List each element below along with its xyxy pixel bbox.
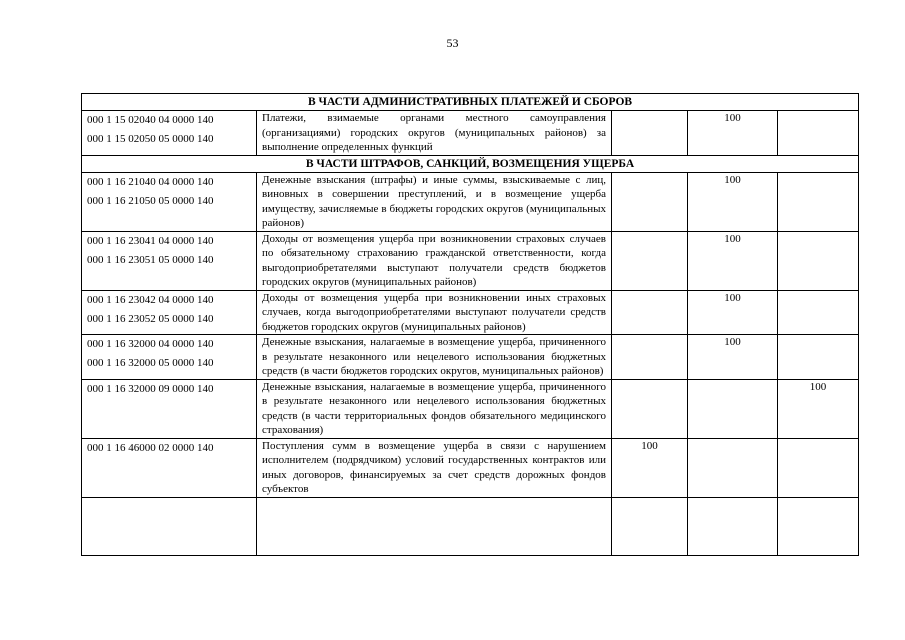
value-col2 [688, 379, 778, 438]
code-cell [82, 111, 257, 156]
kbk-code: 000 1 16 21050 05 0000 140 [87, 194, 214, 207]
value-col1 [612, 172, 688, 231]
code-cell [82, 379, 257, 438]
kbk-code: 000 1 16 23052 05 0000 140 [87, 312, 214, 325]
table-row [82, 438, 859, 497]
description-cell: Денежные взыскания (штрафы) и иные суммы, взыскиваемые с лиц, виновных в совершении преступлений, и в возмещение ущерба имуществу, зачисляемые в бюджеты городских округов (муниципальных районов) [257, 172, 612, 231]
value-col1 [612, 231, 688, 290]
kbk-code: 000 1 15 02040 04 0000 140 [87, 114, 214, 126]
revenue-table [81, 93, 859, 556]
value-col1: 100 [612, 438, 688, 497]
description-cell: Доходы от возмещения ущерба при возникновении страховых случаев по обязательному страхованию гражданской ответственности, когда выгодоприобретателями выступают получатели средств бюджетов городских округов (муниципальных районов) [257, 231, 612, 290]
kbk-code: 000 1 16 23051 05 0000 140 [87, 253, 214, 266]
description-cell: Денежные взыскания, налагаемые в возмещение ущерба, причиненного в результате незаконного или нецелевого использования бюджетных средств (в части бюджетов городских округов, муниципальных районов) [257, 335, 612, 380]
value-col3 [778, 497, 859, 555]
value-col3 [778, 438, 859, 497]
kbk-code: 000 1 15 02050 05 0000 140 [87, 133, 214, 145]
value-col2: 100 [688, 231, 778, 290]
value-col3 [778, 335, 859, 380]
value-col1 [612, 335, 688, 380]
value-col3 [778, 231, 859, 290]
description-cell [257, 497, 612, 555]
description-cell: Денежные взыскания, налагаемые в возмещение ущерба, причиненного в результате незаконного или нецелевого использования бюджетных средств (в части территориальных фондов обязательного медицинского страхования) [257, 379, 612, 438]
table-row [82, 231, 859, 290]
description-cell: Доходы от возмещения ущерба при возникновении иных страховых случаев, когда выгодоприобретателями выступают получатели средств бюджетов городских округов (муниципальных районов) [257, 290, 612, 335]
page-number: 53 [446, 36, 459, 50]
table-row [82, 497, 859, 555]
kbk-code: 000 1 16 32000 05 0000 140 [87, 357, 214, 369]
code-cell [82, 172, 257, 231]
table-row [82, 379, 859, 438]
section-title: В ЧАСТИ ШТРАФОВ, САНКЦИЙ, ВОЗМЕЩЕНИЯ УЩЕРБА [82, 155, 859, 172]
table-row [82, 172, 859, 231]
table-row [82, 335, 859, 380]
value-col2: 100 [688, 111, 778, 156]
kbk-code: 000 1 16 23041 04 0000 140 [87, 234, 214, 247]
table-row [82, 290, 859, 335]
kbk-code: 000 1 16 32000 04 0000 140 [87, 338, 214, 350]
code-cell [82, 497, 257, 555]
value-col2: 100 [688, 290, 778, 335]
value-col3: 100 [778, 379, 859, 438]
code-cell [82, 438, 257, 497]
kbk-code: 000 1 16 21040 04 0000 140 [87, 175, 214, 188]
value-col3 [778, 111, 859, 156]
value-col2 [688, 497, 778, 555]
value-col3 [778, 172, 859, 231]
value-col1 [612, 111, 688, 156]
value-col1 [612, 379, 688, 438]
kbk-code: 000 1 16 32000 09 0000 140 [87, 382, 214, 395]
value-col2: 100 [688, 335, 778, 380]
description-cell: Поступления сумм в возмещение ущерба в связи с нарушением исполнителем (подрядчиком) условий государственных контрактов или иных договоров, финансируемых за счет средств дорожных фондов субъектов [257, 438, 612, 497]
table-row [82, 111, 859, 156]
value-col2 [688, 438, 778, 497]
kbk-code: 000 1 16 23042 04 0000 140 [87, 293, 214, 306]
code-cell [82, 231, 257, 290]
code-cell [82, 290, 257, 335]
value-col3 [778, 290, 859, 335]
value-col1 [612, 290, 688, 335]
code-cell [82, 335, 257, 380]
kbk-code: 000 1 16 46000 02 0000 140 [87, 441, 214, 454]
value-col2: 100 [688, 172, 778, 231]
section-title: В ЧАСТИ АДМИНИСТРАТИВНЫХ ПЛАТЕЖЕЙ И СБОРОВ [82, 94, 859, 111]
value-col1 [612, 497, 688, 555]
section-header-row [82, 155, 859, 172]
section-header-row [82, 94, 859, 111]
description-cell: Платежи, взимаемые органами местного самоуправления (организациями) городских округов (муниципальных районов) за выполнение определенных функций [257, 111, 612, 156]
